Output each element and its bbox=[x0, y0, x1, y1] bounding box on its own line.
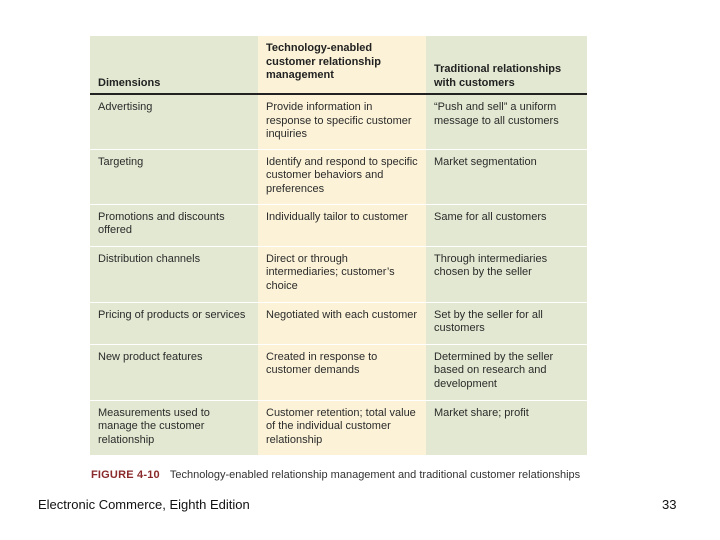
comparison-table-container bbox=[90, 36, 587, 456]
figure-caption bbox=[91, 469, 651, 481]
figure-label: FIGURE 4-10 bbox=[91, 469, 160, 481]
header-traditional-relationships: Traditional relationships with customers bbox=[426, 36, 587, 94]
cell-traditional: Determined by the seller based on research and development bbox=[426, 344, 587, 400]
cell-technology: Individually tailor to customer bbox=[258, 204, 426, 246]
footer-book-title: Electronic Commerce, Eighth Edition bbox=[38, 497, 250, 512]
cell-technology: Negotiated with each customer bbox=[258, 302, 426, 344]
cell-traditional: Same for all customers bbox=[426, 204, 587, 246]
cell-traditional: Market share; profit bbox=[426, 400, 587, 455]
cell-dimension: Measurements used to manage the customer relationship bbox=[90, 400, 258, 455]
cell-technology: Created in response to customer demands bbox=[258, 344, 426, 400]
figure-caption-text: Technology-enabled relationship management and traditional customer relationships bbox=[169, 469, 581, 481]
cell-dimension: Pricing of products or services bbox=[90, 302, 258, 344]
table-row bbox=[90, 302, 587, 344]
cell-technology: Identify and respond to specific customer behaviors and preferences bbox=[258, 149, 426, 204]
table-row bbox=[90, 94, 587, 149]
cell-technology: Customer retention; total value of the individual customer relationship bbox=[258, 400, 426, 455]
cell-technology: Direct or through intermediaries; customer’s choice bbox=[258, 246, 426, 302]
cell-technology: Provide information in response to specific customer inquiries bbox=[258, 94, 426, 149]
cell-dimension: New product features bbox=[90, 344, 258, 400]
table-row bbox=[90, 400, 587, 455]
cell-dimension: Distribution channels bbox=[90, 246, 258, 302]
table-header-row bbox=[90, 36, 587, 94]
cell-dimension: Targeting bbox=[90, 149, 258, 204]
cell-traditional: Set by the seller for all customers bbox=[426, 302, 587, 344]
header-technology-enabled-crm: Technology-enabled customer relationship management bbox=[258, 36, 426, 94]
table-row bbox=[90, 344, 587, 400]
table-row bbox=[90, 149, 587, 204]
comparison-table bbox=[90, 36, 587, 456]
cell-traditional: Through intermediaries chosen by the seller bbox=[426, 246, 587, 302]
table-row bbox=[90, 204, 587, 246]
table-row bbox=[90, 246, 587, 302]
page-number: 33 bbox=[662, 497, 677, 512]
cell-traditional: Market segmentation bbox=[426, 149, 587, 204]
cell-dimension: Promotions and discounts offered bbox=[90, 204, 258, 246]
cell-dimension: Advertising bbox=[90, 94, 258, 149]
header-dimensions: Dimensions bbox=[90, 36, 258, 94]
cell-traditional: “Push and sell” a uniform message to all customers bbox=[426, 94, 587, 149]
